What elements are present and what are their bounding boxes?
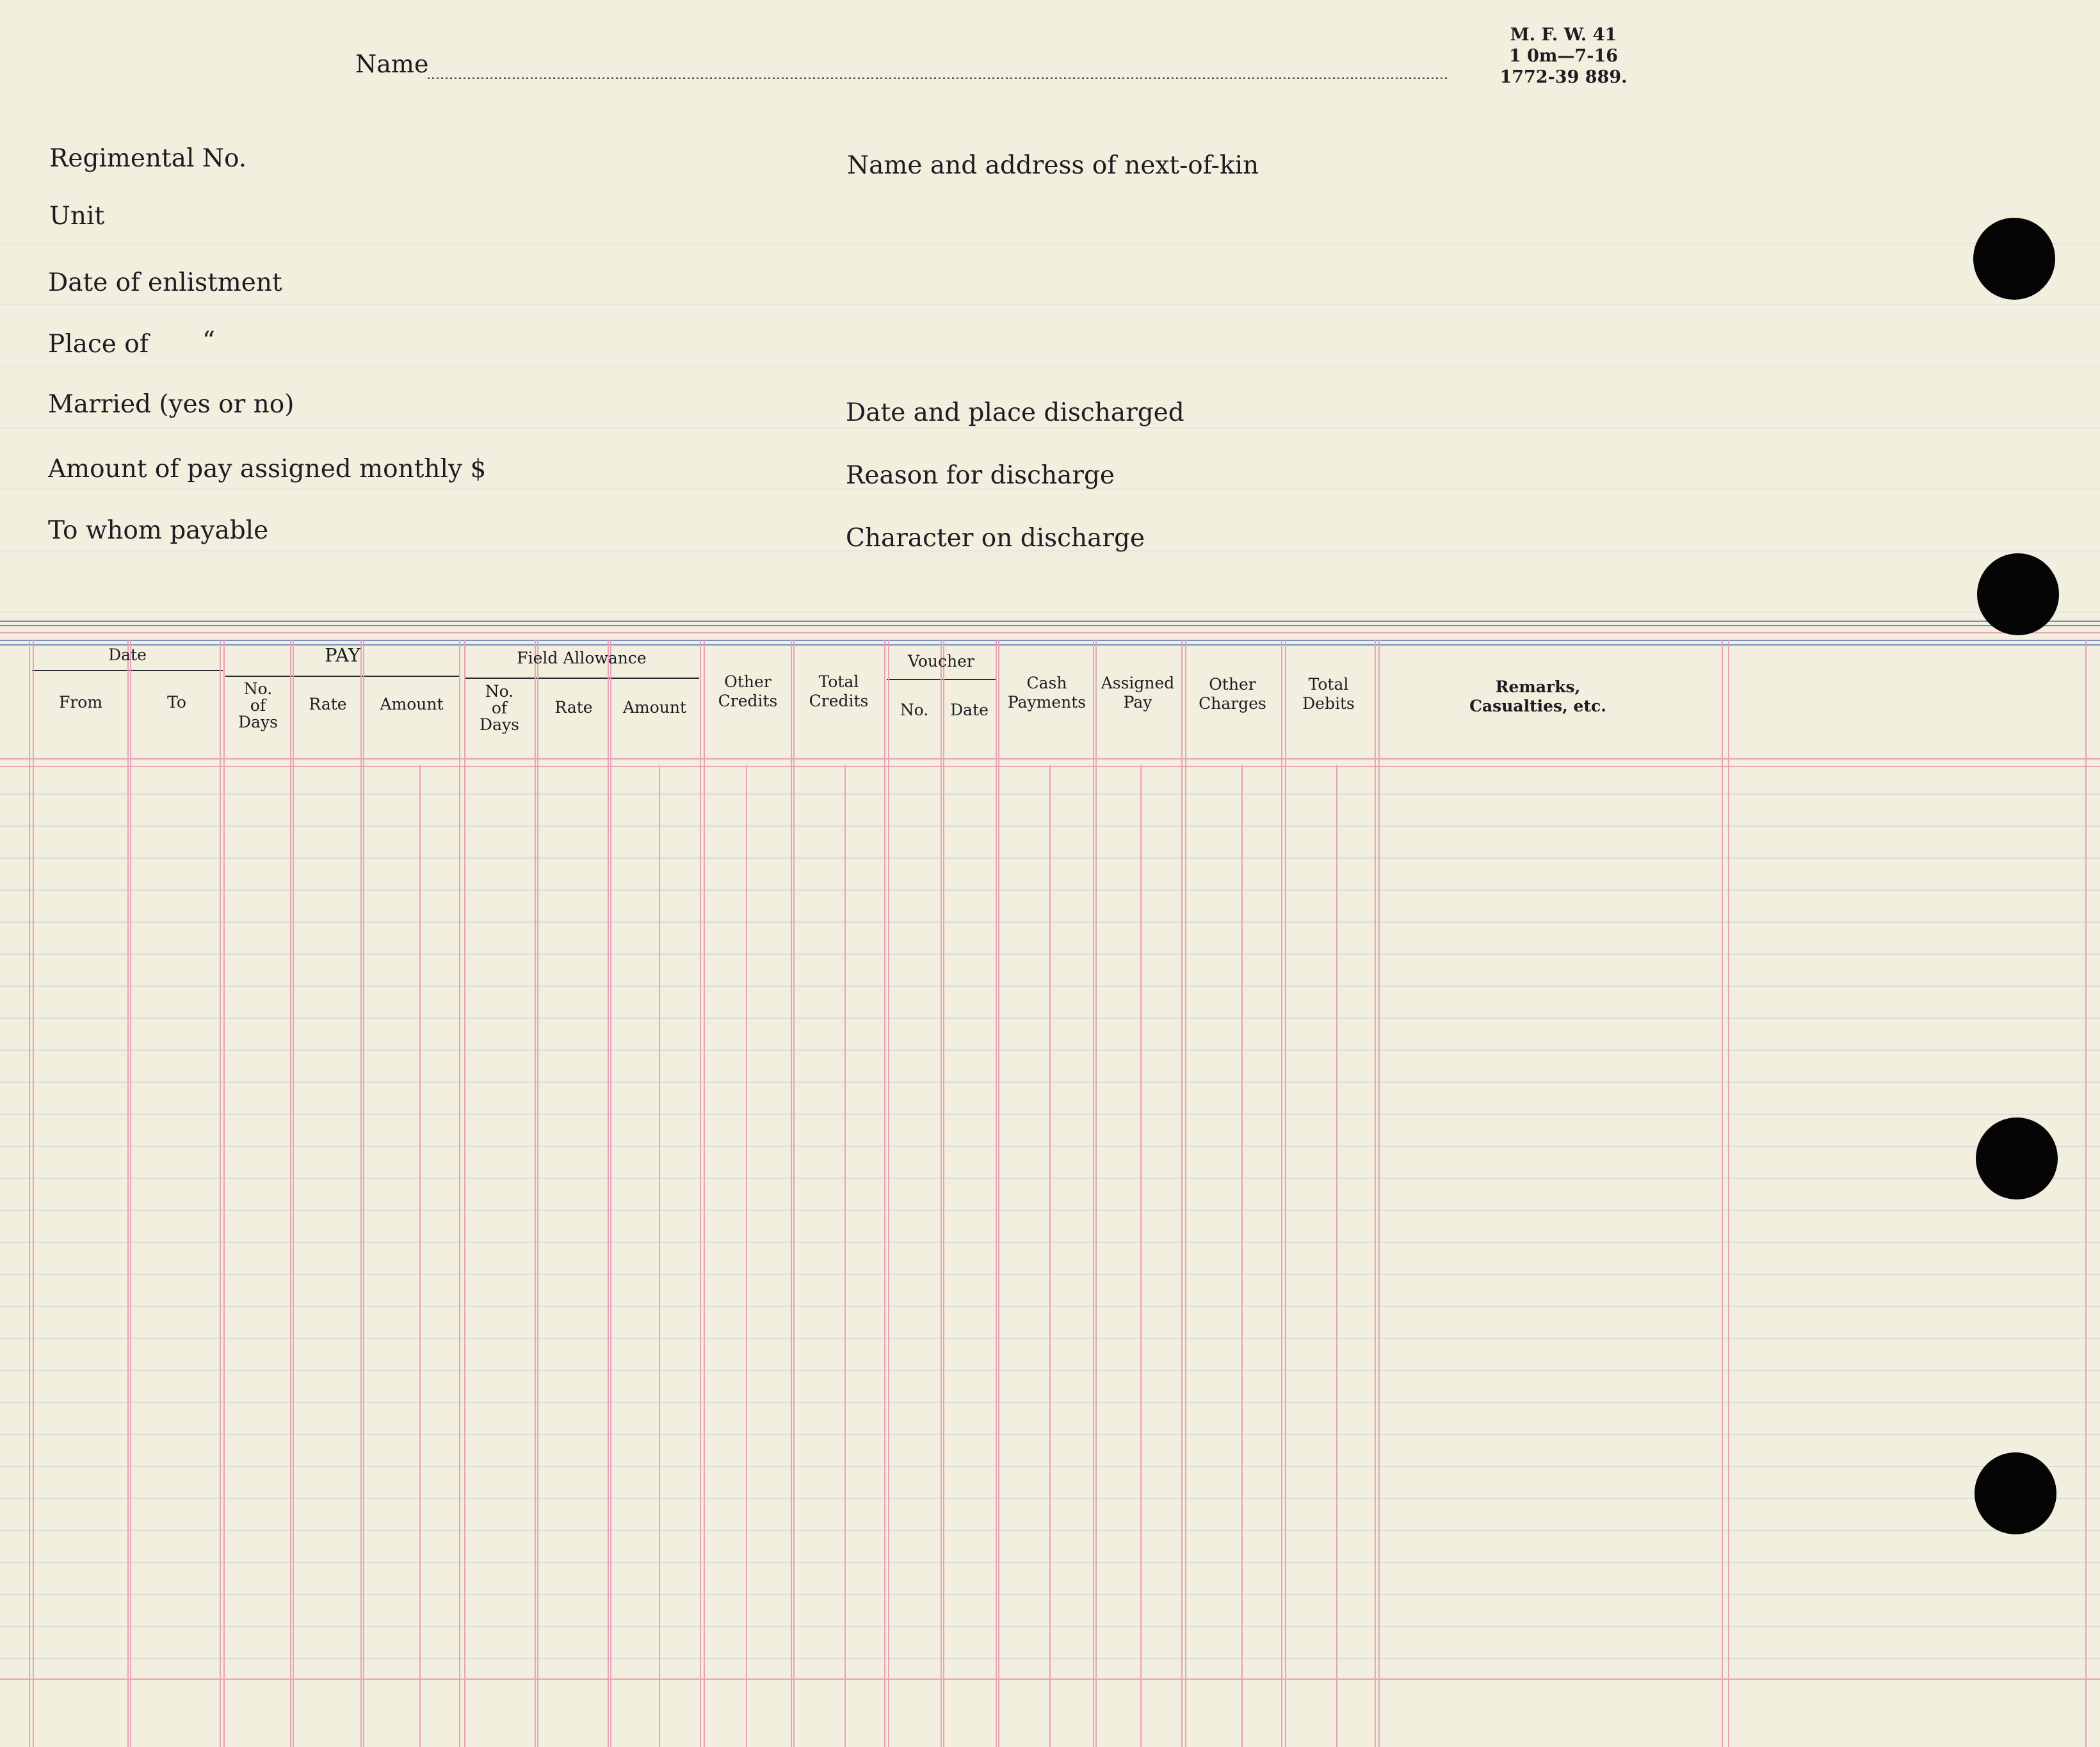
- binder-hole-4: [1975, 1452, 2056, 1534]
- character-on-discharge-label: Character on discharge: [846, 524, 1145, 553]
- group-voucher-header: Voucher: [908, 652, 974, 670]
- next-of-kin-label: Name and address of next-of-kin: [847, 151, 1259, 180]
- col-other-credits-line-2: Credits: [718, 692, 778, 710]
- col-total-credits-header: [794, 672, 884, 711]
- col-fa-days-header: [464, 682, 535, 735]
- col-total-debits-line-1: Total: [1308, 675, 1349, 694]
- col-remarks-header: [1378, 678, 1698, 716]
- group-field-allowance-header: Field Allowance: [517, 649, 647, 667]
- col-voucher-no-header: No.: [900, 701, 929, 719]
- to-whom-payable-label: To whom payable: [48, 516, 269, 545]
- regimental-no-label: Regimental No.: [49, 144, 247, 173]
- col-voucher-date-header: Date: [950, 701, 989, 719]
- form-code-line-1: M. F. W. 41: [1510, 25, 1617, 45]
- group-date-header: Date: [108, 646, 147, 664]
- reason-for-discharge-label: Reason for discharge: [846, 461, 1115, 490]
- name-label: Name: [355, 50, 429, 78]
- col-pay-days-line-3: Days: [238, 713, 278, 731]
- col-total-credits-line-2: Credits: [809, 692, 869, 710]
- binder-hole-1: [1973, 218, 2055, 300]
- date-place-discharged-label: Date and place discharged: [846, 398, 1184, 427]
- col-pay-days-header: [225, 679, 291, 732]
- col-other-credits-line-1: Other: [724, 672, 771, 691]
- red-vertical-rules: [29, 640, 2086, 1747]
- col-pay-days-line-2: of: [250, 696, 266, 715]
- col-other-charges-line-1: Other: [1209, 675, 1256, 694]
- binder-hole-3: [1976, 1117, 2058, 1199]
- col-other-credits-header: [703, 672, 793, 711]
- form-code-line-2: 1 0m—7-16: [1508, 46, 1619, 66]
- col-total-debits-line-2: Debits: [1302, 694, 1355, 713]
- group-pay-header: PAY: [325, 644, 360, 666]
- col-cash-payments-line-1: Cash: [1026, 674, 1067, 692]
- col-pay-days-line-1: No.: [243, 679, 273, 698]
- unit-label: Unit: [49, 202, 105, 231]
- col-assigned-pay-line-2: Pay: [1123, 693, 1152, 711]
- form-code: [1493, 24, 1634, 88]
- col-pay-rate-header: Rate: [309, 695, 347, 713]
- place-ditto-mark: “: [202, 327, 215, 355]
- col-fa-rate-header: Rate: [554, 698, 593, 717]
- col-fa-days-line-2: of: [491, 699, 508, 717]
- col-from-header: From: [58, 693, 103, 711]
- pay-assigned-label: Amount of pay assigned monthly $: [48, 455, 487, 483]
- col-assigned-pay-header: [1096, 674, 1179, 712]
- col-total-credits-line-1: Total: [818, 672, 859, 691]
- col-remarks-line-2: Casualties, etc.: [1469, 697, 1606, 715]
- col-other-charges-line-2: Charges: [1199, 694, 1266, 713]
- col-other-charges-header: [1184, 675, 1280, 713]
- form-code-line-3: 1772-39 889.: [1499, 67, 1628, 87]
- col-to-header: To: [167, 693, 186, 711]
- col-fa-days-line-3: Days: [480, 715, 519, 734]
- date-of-enlistment-label: Date of enlistment: [48, 268, 282, 297]
- place-of-label: Place of: [48, 330, 149, 359]
- col-cash-payments-header: [999, 674, 1095, 712]
- col-total-debits-header: [1284, 675, 1373, 713]
- col-fa-days-line-1: No.: [485, 682, 514, 701]
- col-assigned-pay-line-1: Assigned: [1101, 674, 1175, 692]
- col-pay-amount-header: Amount: [380, 695, 444, 713]
- col-remarks-line-1: Remarks,: [1495, 678, 1581, 696]
- binder-hole-2: [1977, 553, 2059, 635]
- col-cash-payments-line-2: Payments: [1007, 693, 1086, 711]
- col-fa-amount-header: Amount: [622, 698, 687, 717]
- married-label: Married (yes or no): [48, 390, 295, 419]
